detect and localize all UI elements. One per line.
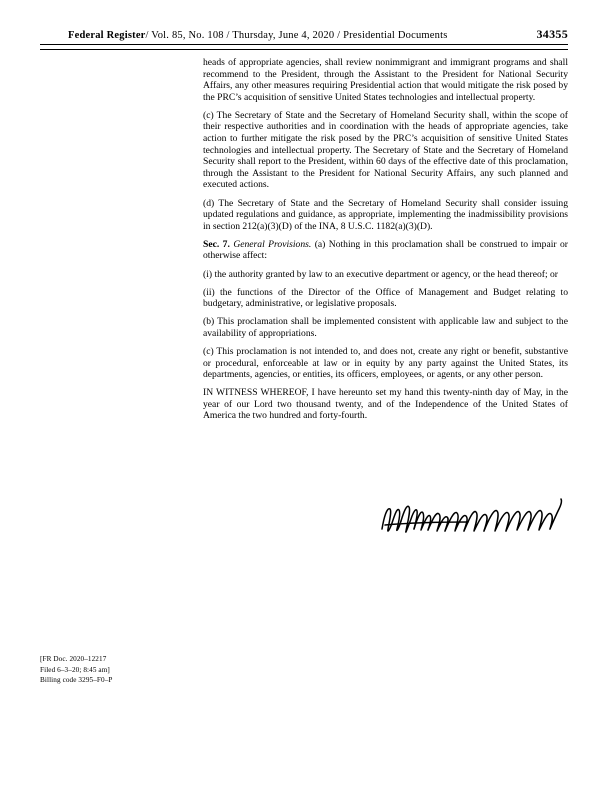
presidential-signature <box>378 495 568 543</box>
running-head-citation <box>68 30 448 41</box>
page-number: 34355 <box>536 27 568 41</box>
paragraph-c: (c) The Secretary of State and the Secretary of Homeland Security shall, within the scope of their respective authorities and in coordination with the heads of appropriate agencies, take action to further mitigate the risk posed by the PRC’s acquisition of sensitive United States technologies and intellectual property. The Secretary of State and the Secretary of Homeland Security shall report to the President, within 60 days of the effective date of this proclamation, through the Assistant to the President for National Security Affairs, any such planned and executed actions. <box>203 109 568 191</box>
publication-title: Federal Register <box>68 30 146 41</box>
section-7-item-i: (i) the authority granted by law to an executive department or agency, or the head thereof; or <box>203 268 559 280</box>
footer-doc-line: [FR Doc. 2020–12217 <box>40 655 107 663</box>
section-7-sub-c: (c) This proclamation is not intended to, and does not, create any right or benefit, substantive or procedural, enforceable at law or in equity by any party against the United States, its departments, agencies, or entities, its officers, employees, or agents, or any other person. <box>203 345 568 381</box>
section-7-item-ii: (ii) the functions of the Director of the Office of Management and Budget relating to budgetary, administrative, or legislative proposals. <box>203 286 568 310</box>
section-7-title: General Provisions. <box>233 238 312 250</box>
witness-paragraph: IN WITNESS WHEREOF, I have hereunto set my hand this twenty-ninth day of May, in the year of our Lord two thousand twenty, and of the Independence of the United States of America the two hundred and forty-fourth. <box>203 387 568 422</box>
running-head <box>40 27 568 42</box>
section-7-label: Sec. 7. <box>203 238 230 250</box>
footer-billing-line: Billing code 3295–F0–P <box>40 676 113 684</box>
header-rule <box>40 44 568 50</box>
section-7-lead-text: (a) Nothing in this proclamation shall be construed to impair or otherwise affect: <box>203 238 568 262</box>
section-7-lead <box>203 239 568 262</box>
section-7-sub-b: (b) This proclamation shall be implemented consistent with applicable law and subject to the availability of appropriations. <box>203 316 568 339</box>
body-column <box>203 57 568 422</box>
footer-block <box>40 654 112 686</box>
paragraph-continued: heads of appropriate agencies, shall review nonimmigrant and immigrant programs and shall recommend to the President, through the Assistant to the President for National Security Affairs, any other measures requiring Presidential action that would mitigate the risk posed by the PRC’s acquisition of sensitive United States technologies and intellectual property. <box>203 57 568 103</box>
citation-text: / Vol. 85, No. 108 / Thursday, June 4, 2020 / Presidential Documents <box>145 30 448 41</box>
paragraph-d: (d) The Secretary of State and the Secretary of Homeland Security shall consider issuing updated regulations and guidance, as appropriate, implementing the inadmissibility provisions in section 212(a)(3)(D) of the INA, 8 U.S.C. 1182(a)(3)(D). <box>203 197 568 232</box>
footer-filed-line: Filed 6–3–20; 8:45 am] <box>40 665 110 674</box>
